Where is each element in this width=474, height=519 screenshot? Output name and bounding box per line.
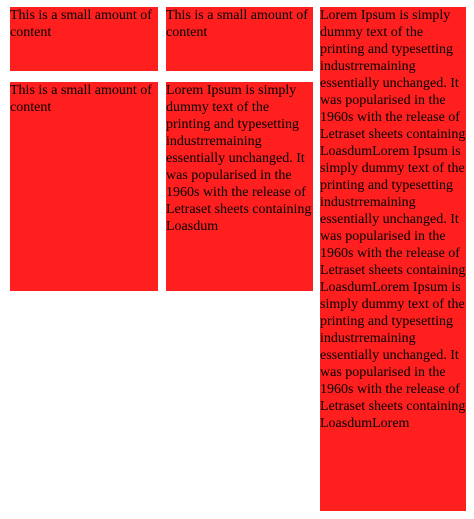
content-box-1 <box>10 7 158 71</box>
content-box-5-text: Lorem Ipsum is simply dummy text of the printing and typesetting industrremaining essentially unchanged. It was popularised in the 1960s with the release of Letraset sheets containing Loasdum <box>166 83 312 234</box>
content-box-4-text: This is a small amount of content <box>10 83 152 115</box>
content-box-5 <box>166 82 313 291</box>
content-box-2 <box>166 7 313 71</box>
content-box-3-text: Lorem Ipsum is simply dummy text of the printing and typesetting industrremaining essentially unchanged. It was popularised in the 1960s with the release of Letraset sheets containing LoasdumLorem Ipsum is simply dummy text of the printing and typesetting industrremaining essentially unchanged. It was popularised in the 1960s with the release of Letraset sheets containing LoasdumLorem Ipsum is simply dummy text of the printing and typesetting industrremaining essentially unchanged. It was popularised in the 1960s with the release of Letraset sheets containing LoasdumLorem <box>320 8 466 431</box>
content-box-2-text: This is a small amount of content <box>166 8 308 40</box>
content-box-3 <box>320 7 466 511</box>
content-box-4 <box>10 82 158 291</box>
content-box-1-text: This is a small amount of content <box>10 8 152 40</box>
